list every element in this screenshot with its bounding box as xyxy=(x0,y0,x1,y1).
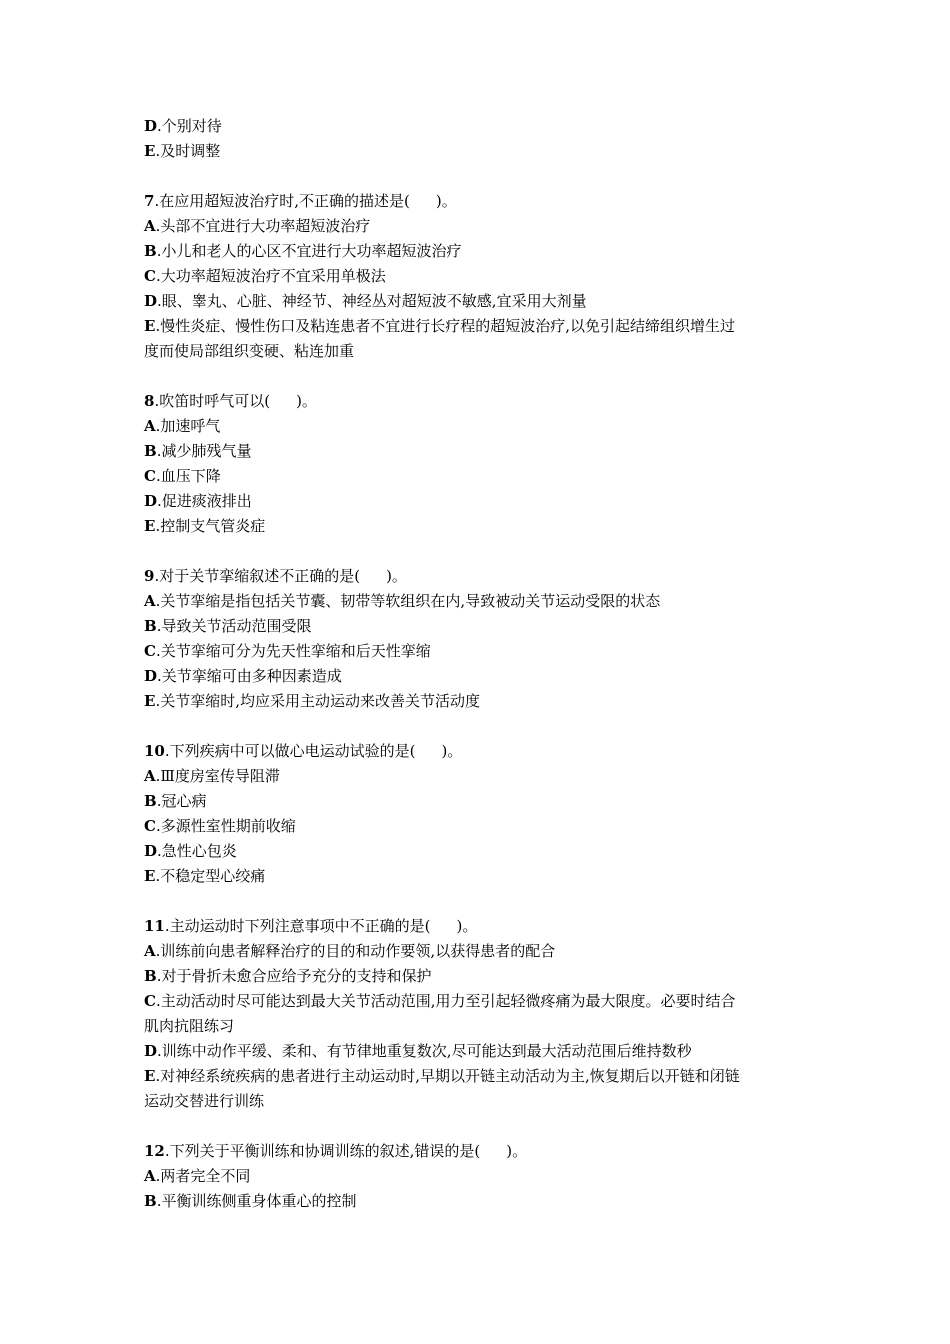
option-text: 及时调整 xyxy=(160,142,221,160)
question-stem: 8.吹笛时呼气可以( )。 xyxy=(144,392,317,410)
option-text: 不稳定型心绞痛 xyxy=(160,867,266,885)
option-text: 控制支气管炎症 xyxy=(160,517,266,535)
option-letter: A xyxy=(144,1167,156,1185)
question-number: 8 xyxy=(144,392,155,410)
option-line: B.导致关节活动范围受限 xyxy=(144,617,312,635)
option-letter: D xyxy=(144,117,158,135)
option-line: E.控制支气管炎症 xyxy=(144,517,266,535)
option-continuation: 度而使局部组织变硬、粘连加重 xyxy=(144,342,355,360)
option-line: A.Ⅲ度房室传导阻滞 xyxy=(144,767,280,785)
question-stem: 9.对于关节挛缩叙述不正确的是( )。 xyxy=(144,567,407,585)
option-text: 冠心病 xyxy=(161,792,207,810)
option-text: 关节挛缩可由多种因素造成 xyxy=(161,667,342,685)
option-line: C.主动活动时尽可能达到最大关节活动范围,用力至引起轻微疼痛为最大限度。必要时结合 xyxy=(144,992,736,1010)
question-10 xyxy=(144,739,812,889)
option-text: 血压下降 xyxy=(160,467,221,485)
option-text: 平衡训练侧重身体重心的控制 xyxy=(161,1192,357,1210)
option-line: B.减少肺残气量 xyxy=(144,442,252,460)
option-text: 头部不宜进行大功率超短波治疗 xyxy=(160,217,371,235)
exam-page xyxy=(144,114,812,1214)
option-letter: A xyxy=(144,592,156,610)
option-line: D.关节挛缩可由多种因素造成 xyxy=(144,667,342,685)
option-letter: B xyxy=(144,967,157,985)
option-text: 减少肺残气量 xyxy=(161,442,252,460)
option-text: 对神经系统疾病的患者进行主动运动时,早期以开链主动活动为主,恢复期后以开链和闭链 xyxy=(160,1067,740,1085)
option-text: 个别对待 xyxy=(161,117,222,135)
option-text: 眼、睾丸、心脏、神经节、神经丛对超短波不敏感,宜采用大剂量 xyxy=(161,292,587,310)
option-letter: D xyxy=(144,492,158,510)
question-number: 10 xyxy=(144,742,165,760)
option-line: B.平衡训练侧重身体重心的控制 xyxy=(144,1192,357,1210)
option-text: 关节挛缩可分为先天性挛缩和后天性挛缩 xyxy=(160,642,431,660)
question-8 xyxy=(144,389,812,539)
option-line: A.加速呼气 xyxy=(144,417,221,435)
option-text: 主动活动时尽可能达到最大关节活动范围,用力至引起轻微疼痛为最大限度。必要时结合 xyxy=(160,992,736,1010)
option-line: E.不稳定型心绞痛 xyxy=(144,867,266,885)
question-7 xyxy=(144,189,812,364)
option-text: 关节挛缩是指包括关节囊、韧带等软组织在内,导致被动关节运动受限的状态 xyxy=(160,592,661,610)
question-stem: 12.下列关于平衡训练和协调训练的叙述,错误的是( )。 xyxy=(144,1142,528,1160)
option-letter: D xyxy=(144,842,158,860)
question-stem: 7.在应用超短波治疗时,不正确的描述是( )。 xyxy=(144,192,457,210)
option-letter: C xyxy=(144,642,156,660)
option-letter: D xyxy=(144,292,158,310)
option-letter: A xyxy=(144,417,156,435)
spacer xyxy=(144,364,812,389)
option-text: 大功率超短波治疗不宜采用单极法 xyxy=(160,267,386,285)
option-letter: B xyxy=(144,617,157,635)
option-letter: E xyxy=(144,867,156,885)
option-continuation: 肌肉抗阻练习 xyxy=(144,1017,235,1035)
option-line: A.关节挛缩是指包括关节囊、韧带等软组织在内,导致被动关节运动受限的状态 xyxy=(144,592,661,610)
option-line: D.眼、睾丸、心脏、神经节、神经丛对超短波不敏感,宜采用大剂量 xyxy=(144,292,587,310)
option-letter: E xyxy=(144,317,156,335)
question-12 xyxy=(144,1139,812,1214)
option-text: 导致关节活动范围受限 xyxy=(161,617,312,635)
option-text: 关节挛缩时,均应采用主动运动来改善关节活动度 xyxy=(160,692,480,710)
option-letter: C xyxy=(144,992,156,1010)
option-line: E.慢性炎症、慢性伤口及粘连患者不宜进行长疗程的超短波治疗,以免引起结缔组织增生过 xyxy=(144,317,735,335)
option-line: D.急性心包炎 xyxy=(144,842,237,860)
option-line: C.血压下降 xyxy=(144,467,221,485)
option-line: A.两者完全不同 xyxy=(144,1167,251,1185)
option-letter: B xyxy=(144,1192,157,1210)
question-11 xyxy=(144,914,812,1114)
option-text: 两者完全不同 xyxy=(160,1167,251,1185)
question-stem: 11.主动运动时下列注意事项中不正确的是( )。 xyxy=(144,917,478,935)
option-letter: B xyxy=(144,442,157,460)
question-number: 7 xyxy=(144,192,155,210)
spacer xyxy=(144,1114,812,1139)
spacer xyxy=(144,714,812,739)
question-number: 11 xyxy=(144,917,165,935)
option-line: C.关节挛缩可分为先天性挛缩和后天性挛缩 xyxy=(144,642,431,660)
option-text: 急性心包炎 xyxy=(161,842,237,860)
option-letter: A xyxy=(144,942,156,960)
option-text: 慢性炎症、慢性伤口及粘连患者不宜进行长疗程的超短波治疗,以免引起结缔组织增生过 xyxy=(160,317,735,335)
option-line: E.对神经系统疾病的患者进行主动运动时,早期以开链主动活动为主,恢复期后以开链和闭链 xyxy=(144,1067,740,1085)
option-letter: D xyxy=(144,667,158,685)
option-line: A.头部不宜进行大功率超短波治疗 xyxy=(144,217,371,235)
option-line: A.训练前向患者解释治疗的目的和动作要领,以获得患者的配合 xyxy=(144,942,556,960)
option-continuation: 运动交替进行训练 xyxy=(144,1092,265,1110)
option-text: 多源性室性期前收缩 xyxy=(160,817,296,835)
spacer xyxy=(144,164,812,189)
question-number: 9 xyxy=(144,567,155,585)
option-text: 促进痰液排出 xyxy=(161,492,252,510)
option-letter: E xyxy=(144,1067,156,1085)
option-letter: C xyxy=(144,267,156,285)
option-line: B.冠心病 xyxy=(144,792,207,810)
option-letter: B xyxy=(144,242,157,260)
option-line: C.多源性室性期前收缩 xyxy=(144,817,296,835)
spacer xyxy=(144,889,812,914)
option-line: E.及时调整 xyxy=(144,142,221,160)
question-stem: 10.下列疾病中可以做心电运动试验的是( )。 xyxy=(144,742,463,760)
option-letter: E xyxy=(144,517,156,535)
option-text: 小儿和老人的心区不宜进行大功率超短波治疗 xyxy=(161,242,462,260)
option-text: 训练中动作平缓、柔和、有节律地重复数次,尽可能达到最大活动范围后维持数秒 xyxy=(161,1042,692,1060)
option-line: B.小儿和老人的心区不宜进行大功率超短波治疗 xyxy=(144,242,462,260)
option-line: E.关节挛缩时,均应采用主动运动来改善关节活动度 xyxy=(144,692,480,710)
question-number: 12 xyxy=(144,1142,165,1160)
option-line: C.大功率超短波治疗不宜采用单极法 xyxy=(144,267,386,285)
question-9 xyxy=(144,564,812,714)
option-line: D.促进痰液排出 xyxy=(144,492,252,510)
option-line: B.对于骨折未愈合应给予充分的支持和保护 xyxy=(144,967,432,985)
option-letter: E xyxy=(144,692,156,710)
option-text: 训练前向患者解释治疗的目的和动作要领,以获得患者的配合 xyxy=(160,942,556,960)
spacer xyxy=(144,539,812,564)
option-line: D.训练中动作平缓、柔和、有节律地重复数次,尽可能达到最大活动范围后维持数秒 xyxy=(144,1042,692,1060)
option-letter: E xyxy=(144,142,156,160)
option-text: 对于骨折未愈合应给予充分的支持和保护 xyxy=(161,967,432,985)
option-line: D.个别对待 xyxy=(144,117,222,135)
option-letter: A xyxy=(144,217,156,235)
option-letter: C xyxy=(144,817,156,835)
option-letter: D xyxy=(144,1042,158,1060)
option-letter: B xyxy=(144,792,157,810)
option-text: Ⅲ度房室传导阻滞 xyxy=(160,767,280,785)
option-letter: A xyxy=(144,767,156,785)
option-text: 加速呼气 xyxy=(160,417,221,435)
option-letter: C xyxy=(144,467,156,485)
